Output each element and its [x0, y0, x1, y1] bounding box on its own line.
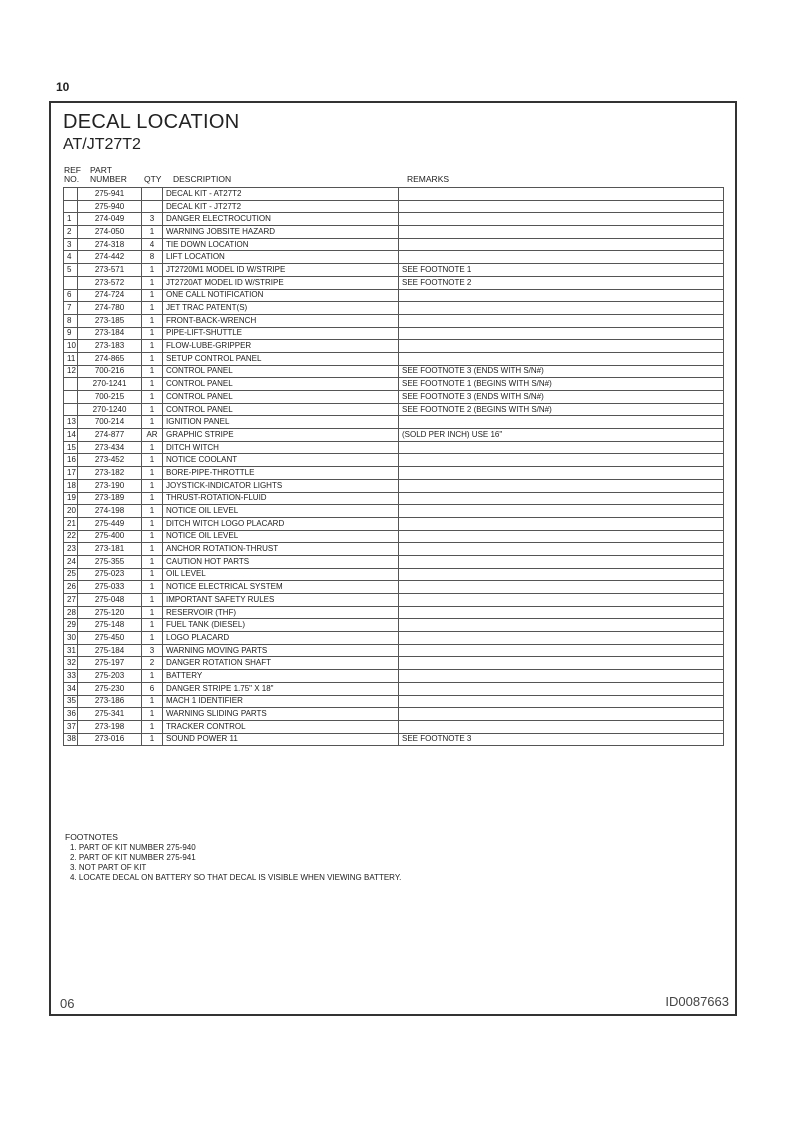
- qty-cell: 4: [142, 238, 163, 251]
- remarks-cell: SEE FOOTNOTE 2 (BEGINS WITH S/N#): [399, 403, 724, 416]
- description-cell: DECAL KIT - JT27T2: [163, 200, 399, 213]
- table-row: [64, 543, 724, 556]
- table-row: [64, 251, 724, 264]
- part-number-cell: 274-050: [78, 226, 142, 239]
- part-number-cell: 273-182: [78, 467, 142, 480]
- ref-no-cell: 26: [64, 581, 78, 594]
- table-row: [64, 416, 724, 429]
- part-number-cell: 275-450: [78, 632, 142, 645]
- remarks-cell: [399, 454, 724, 467]
- qty-cell: 1: [142, 314, 163, 327]
- qty-cell: 8: [142, 251, 163, 264]
- table-row: [64, 632, 724, 645]
- part-number-cell: 273-434: [78, 441, 142, 454]
- ref-no-cell: 11: [64, 352, 78, 365]
- table-row: [64, 619, 724, 632]
- table-row: [64, 264, 724, 277]
- ref-no-cell: 20: [64, 505, 78, 518]
- qty-cell: 1: [142, 670, 163, 683]
- part-number-cell: 274-318: [78, 238, 142, 251]
- part-number-cell: 275-203: [78, 670, 142, 683]
- description-cell: LOGO PLACARD: [163, 632, 399, 645]
- qty-cell: 1: [142, 226, 163, 239]
- remarks-cell: [399, 543, 724, 556]
- table-row: [64, 276, 724, 289]
- description-cell: DANGER ROTATION SHAFT: [163, 657, 399, 670]
- part-number-cell: 274-442: [78, 251, 142, 264]
- qty-cell: 1: [142, 403, 163, 416]
- remarks-cell: [399, 340, 724, 353]
- ref-no-cell: 12: [64, 365, 78, 378]
- table-row: [64, 708, 724, 721]
- remarks-cell: SEE FOOTNOTE 3 (ENDS WITH S/N#): [399, 365, 724, 378]
- ref-no-cell: 28: [64, 606, 78, 619]
- part-number-cell: 275-400: [78, 530, 142, 543]
- table-row: [64, 644, 724, 657]
- description-cell: DANGER ELECTROCUTION: [163, 213, 399, 226]
- part-number-cell: 700-214: [78, 416, 142, 429]
- table-row: [64, 479, 724, 492]
- part-number-cell: 273-571: [78, 264, 142, 277]
- description-cell: OIL LEVEL: [163, 568, 399, 581]
- qty-cell: 1: [142, 479, 163, 492]
- part-number-cell: 270-1240: [78, 403, 142, 416]
- part-number-cell: 274-877: [78, 429, 142, 442]
- remarks-cell: [399, 416, 724, 429]
- part-number-cell: 274-724: [78, 289, 142, 302]
- description-cell: BATTERY: [163, 670, 399, 683]
- qty-cell: 1: [142, 302, 163, 315]
- header-part-line1: PART: [90, 165, 112, 175]
- part-number-cell: 273-452: [78, 454, 142, 467]
- description-cell: WARNING JOBSITE HAZARD: [163, 226, 399, 239]
- description-cell: WARNING MOVING PARTS: [163, 644, 399, 657]
- description-cell: SOUND POWER 11: [163, 733, 399, 746]
- table-row: [64, 695, 724, 708]
- table-row: [64, 314, 724, 327]
- qty-cell: 1: [142, 594, 163, 607]
- ref-no-cell: 27: [64, 594, 78, 607]
- qty-cell: 1: [142, 467, 163, 480]
- part-number-cell: 273-198: [78, 720, 142, 733]
- remarks-cell: SEE FOOTNOTE 3 (ENDS WITH S/N#): [399, 391, 724, 404]
- ref-no-cell: 1: [64, 213, 78, 226]
- table-row: [64, 492, 724, 505]
- header-remarks: REMARKS: [407, 174, 450, 184]
- remarks-cell: [399, 632, 724, 645]
- remarks-cell: [399, 708, 724, 721]
- page-number: 10: [56, 80, 70, 94]
- remarks-cell: [399, 327, 724, 340]
- header-ref-line2: NO.: [64, 174, 80, 184]
- qty-cell: 1: [142, 517, 163, 530]
- remarks-cell: SEE FOOTNOTE 1 (BEGINS WITH S/N#): [399, 378, 724, 391]
- qty-cell: 1: [142, 695, 163, 708]
- part-number-cell: 274-049: [78, 213, 142, 226]
- ref-no-cell: 22: [64, 530, 78, 543]
- table-row: [64, 441, 724, 454]
- qty-cell: 1: [142, 365, 163, 378]
- part-number-cell: 274-780: [78, 302, 142, 315]
- footnote-item: 2. PART OF KIT NUMBER 275-941: [70, 853, 196, 862]
- ref-no-cell: 4: [64, 251, 78, 264]
- table-row: [64, 530, 724, 543]
- ref-no-cell: 30: [64, 632, 78, 645]
- remarks-cell: [399, 352, 724, 365]
- description-cell: FLOW-LUBE-GRIPPER: [163, 340, 399, 353]
- ref-no-cell: 21: [64, 517, 78, 530]
- ref-no-cell: [64, 188, 78, 201]
- remarks-cell: [399, 188, 724, 201]
- document-id: ID0087663: [665, 994, 729, 1009]
- ref-no-cell: 6: [64, 289, 78, 302]
- table-row: [64, 606, 724, 619]
- description-cell: TRACKER CONTROL: [163, 720, 399, 733]
- part-number-cell: 273-185: [78, 314, 142, 327]
- ref-no-cell: 32: [64, 657, 78, 670]
- ref-no-cell: 35: [64, 695, 78, 708]
- part-number-cell: 275-197: [78, 657, 142, 670]
- description-cell: JT2720AT MODEL ID W/STRIPE: [163, 276, 399, 289]
- ref-no-cell: 17: [64, 467, 78, 480]
- header-description: DESCRIPTION: [173, 174, 232, 184]
- header-part-line2: NUMBER: [90, 174, 127, 184]
- remarks-cell: [399, 200, 724, 213]
- ref-no-cell: 24: [64, 555, 78, 568]
- ref-no-cell: 7: [64, 302, 78, 315]
- part-number-cell: 270-1241: [78, 378, 142, 391]
- ref-no-cell: 15: [64, 441, 78, 454]
- remarks-cell: [399, 606, 724, 619]
- remarks-cell: [399, 289, 724, 302]
- document-frame: [49, 101, 737, 1016]
- qty-cell: 1: [142, 606, 163, 619]
- footnotes-title: FOOTNOTES: [65, 832, 118, 842]
- remarks-cell: [399, 302, 724, 315]
- remarks-cell: [399, 555, 724, 568]
- part-number-cell: 275-184: [78, 644, 142, 657]
- qty-cell: 1: [142, 289, 163, 302]
- remarks-cell: [399, 568, 724, 581]
- description-cell: WARNING SLIDING PARTS: [163, 708, 399, 721]
- qty-cell: 1: [142, 441, 163, 454]
- table-row: [64, 188, 724, 201]
- description-cell: CONTROL PANEL: [163, 403, 399, 416]
- description-cell: NOTICE OIL LEVEL: [163, 530, 399, 543]
- table-row: [64, 302, 724, 315]
- table-row: [64, 391, 724, 404]
- remarks-cell: [399, 670, 724, 683]
- qty-cell: [142, 200, 163, 213]
- table-row: [64, 238, 724, 251]
- part-number-cell: 275-941: [78, 188, 142, 201]
- part-number-cell: 275-033: [78, 581, 142, 594]
- qty-cell: 1: [142, 416, 163, 429]
- qty-cell: 1: [142, 543, 163, 556]
- qty-cell: 1: [142, 581, 163, 594]
- qty-cell: 3: [142, 213, 163, 226]
- footnotes: [65, 832, 401, 883]
- table-row: [64, 226, 724, 239]
- qty-cell: [142, 188, 163, 201]
- qty-cell: 1: [142, 708, 163, 721]
- remarks-cell: [399, 594, 724, 607]
- header-ref-no: [64, 166, 81, 184]
- table-row: [64, 429, 724, 442]
- part-number-cell: 273-572: [78, 276, 142, 289]
- remarks-cell: [399, 581, 724, 594]
- table-row: [64, 340, 724, 353]
- ref-no-cell: 38: [64, 733, 78, 746]
- qty-cell: 1: [142, 568, 163, 581]
- table-row: [64, 289, 724, 302]
- page-title: DECAL LOCATION: [63, 111, 240, 133]
- description-cell: IMPORTANT SAFETY RULES: [163, 594, 399, 607]
- part-number-cell: 273-183: [78, 340, 142, 353]
- description-cell: SETUP CONTROL PANEL: [163, 352, 399, 365]
- ref-no-cell: 29: [64, 619, 78, 632]
- ref-no-cell: 33: [64, 670, 78, 683]
- qty-cell: 1: [142, 619, 163, 632]
- ref-no-cell: 16: [64, 454, 78, 467]
- remarks-cell: [399, 505, 724, 518]
- qty-cell: 1: [142, 505, 163, 518]
- qty-cell: 6: [142, 682, 163, 695]
- table-row: [64, 200, 724, 213]
- part-number-cell: 700-216: [78, 365, 142, 378]
- table-row: [64, 568, 724, 581]
- part-number-cell: 275-230: [78, 682, 142, 695]
- description-cell: DANGER STRIPE 1.75" X 18": [163, 682, 399, 695]
- qty-cell: 1: [142, 720, 163, 733]
- description-cell: JOYSTICK-INDICATOR LIGHTS: [163, 479, 399, 492]
- footnote-item: 4. LOCATE DECAL ON BATTERY SO THAT DECAL IS VISIBLE WHEN VIEWING BATTERY.: [70, 873, 402, 882]
- ref-no-cell: [64, 391, 78, 404]
- part-number-cell: 275-048: [78, 594, 142, 607]
- description-cell: CONTROL PANEL: [163, 391, 399, 404]
- part-number-cell: 273-189: [78, 492, 142, 505]
- remarks-cell: [399, 314, 724, 327]
- ref-no-cell: 8: [64, 314, 78, 327]
- header-qty: QTY: [144, 174, 162, 184]
- description-cell: PIPE-LIFT-SHUTTLE: [163, 327, 399, 340]
- description-cell: ONE CALL NOTIFICATION: [163, 289, 399, 302]
- table-row: [64, 594, 724, 607]
- part-number-cell: 275-355: [78, 555, 142, 568]
- remarks-cell: [399, 644, 724, 657]
- ref-no-cell: 14: [64, 429, 78, 442]
- part-number-cell: 273-190: [78, 479, 142, 492]
- description-cell: ANCHOR ROTATION-THRUST: [163, 543, 399, 556]
- table-row: [64, 555, 724, 568]
- ref-no-cell: 5: [64, 264, 78, 277]
- part-number-cell: 273-016: [78, 733, 142, 746]
- remarks-cell: [399, 517, 724, 530]
- description-cell: TIE DOWN LOCATION: [163, 238, 399, 251]
- ref-no-cell: 10: [64, 340, 78, 353]
- ref-no-cell: [64, 378, 78, 391]
- description-cell: MACH 1 IDENTIFIER: [163, 695, 399, 708]
- remarks-cell: [399, 226, 724, 239]
- header-part-number: [90, 166, 127, 184]
- part-number-cell: 275-940: [78, 200, 142, 213]
- table-row: [64, 720, 724, 733]
- remarks-cell: SEE FOOTNOTE 3: [399, 733, 724, 746]
- description-cell: IGNITION PANEL: [163, 416, 399, 429]
- remarks-cell: [399, 238, 724, 251]
- ref-no-cell: 3: [64, 238, 78, 251]
- remarks-cell: [399, 695, 724, 708]
- table-row: [64, 327, 724, 340]
- table-row: [64, 505, 724, 518]
- remarks-cell: [399, 682, 724, 695]
- table-row: [64, 403, 724, 416]
- remarks-cell: [399, 251, 724, 264]
- qty-cell: 1: [142, 733, 163, 746]
- description-cell: DECAL KIT - AT27T2: [163, 188, 399, 201]
- part-number-cell: 275-449: [78, 517, 142, 530]
- table-row: [64, 467, 724, 480]
- ref-no-cell: 31: [64, 644, 78, 657]
- document-code: 06: [60, 996, 75, 1011]
- description-cell: FRONT-BACK-WRENCH: [163, 314, 399, 327]
- remarks-cell: [399, 619, 724, 632]
- description-cell: NOTICE ELECTRICAL SYSTEM: [163, 581, 399, 594]
- description-cell: CONTROL PANEL: [163, 365, 399, 378]
- qty-cell: 1: [142, 340, 163, 353]
- qty-cell: 1: [142, 378, 163, 391]
- table-row: [64, 733, 724, 746]
- ref-no-cell: 25: [64, 568, 78, 581]
- description-cell: DITCH WITCH LOGO PLACARD: [163, 517, 399, 530]
- qty-cell: 1: [142, 327, 163, 340]
- table-row: [64, 213, 724, 226]
- description-cell: LIFT LOCATION: [163, 251, 399, 264]
- ref-no-cell: 36: [64, 708, 78, 721]
- qty-cell: 1: [142, 492, 163, 505]
- table-row: [64, 517, 724, 530]
- table-row: [64, 365, 724, 378]
- part-number-cell: 274-198: [78, 505, 142, 518]
- description-cell: DITCH WITCH: [163, 441, 399, 454]
- qty-cell: 1: [142, 352, 163, 365]
- footnote-item: 1. PART OF KIT NUMBER 275-940: [70, 843, 196, 852]
- qty-cell: 1: [142, 530, 163, 543]
- qty-cell: 1: [142, 632, 163, 645]
- description-cell: NOTICE OIL LEVEL: [163, 505, 399, 518]
- footnote-item: 3. NOT PART OF KIT: [70, 863, 147, 872]
- ref-no-cell: 13: [64, 416, 78, 429]
- remarks-cell: [399, 657, 724, 670]
- description-cell: GRAPHIC STRIPE: [163, 429, 399, 442]
- description-cell: BORE-PIPE-THROTTLE: [163, 467, 399, 480]
- decal-parts-table: [63, 187, 724, 746]
- part-number-cell: 700-215: [78, 391, 142, 404]
- qty-cell: 3: [142, 644, 163, 657]
- table-row: [64, 682, 724, 695]
- qty-cell: 1: [142, 555, 163, 568]
- remarks-cell: SEE FOOTNOTE 1: [399, 264, 724, 277]
- part-number-cell: 275-023: [78, 568, 142, 581]
- qty-cell: 1: [142, 454, 163, 467]
- table-row: [64, 454, 724, 467]
- part-number-cell: 273-184: [78, 327, 142, 340]
- qty-cell: 1: [142, 391, 163, 404]
- description-cell: JET TRAC PATENT(S): [163, 302, 399, 315]
- part-number-cell: 273-186: [78, 695, 142, 708]
- ref-no-cell: [64, 200, 78, 213]
- qty-cell: 2: [142, 657, 163, 670]
- part-number-cell: 274-865: [78, 352, 142, 365]
- remarks-cell: [399, 720, 724, 733]
- description-cell: NOTICE COOLANT: [163, 454, 399, 467]
- remarks-cell: (SOLD PER INCH) USE 16": [399, 429, 724, 442]
- page-subtitle: AT/JT27T2: [63, 136, 141, 153]
- remarks-cell: SEE FOOTNOTE 2: [399, 276, 724, 289]
- qty-cell: AR: [142, 429, 163, 442]
- table-row: [64, 352, 724, 365]
- ref-no-cell: [64, 403, 78, 416]
- remarks-cell: [399, 479, 724, 492]
- ref-no-cell: 2: [64, 226, 78, 239]
- ref-no-cell: 19: [64, 492, 78, 505]
- ref-no-cell: 37: [64, 720, 78, 733]
- remarks-cell: [399, 213, 724, 226]
- description-cell: JT2720M1 MODEL ID W/STRIPE: [163, 264, 399, 277]
- description-cell: FUEL TANK (DIESEL): [163, 619, 399, 632]
- qty-cell: 1: [142, 276, 163, 289]
- remarks-cell: [399, 467, 724, 480]
- remarks-cell: [399, 441, 724, 454]
- table-row: [64, 378, 724, 391]
- ref-no-cell: 23: [64, 543, 78, 556]
- part-number-cell: 275-341: [78, 708, 142, 721]
- ref-no-cell: 18: [64, 479, 78, 492]
- qty-cell: 1: [142, 264, 163, 277]
- remarks-cell: [399, 530, 724, 543]
- part-number-cell: 273-181: [78, 543, 142, 556]
- description-cell: THRUST-ROTATION-FLUID: [163, 492, 399, 505]
- description-cell: CAUTION HOT PARTS: [163, 555, 399, 568]
- description-cell: RESERVOIR (THF): [163, 606, 399, 619]
- part-number-cell: 275-120: [78, 606, 142, 619]
- remarks-cell: [399, 492, 724, 505]
- part-number-cell: 275-148: [78, 619, 142, 632]
- table-row: [64, 670, 724, 683]
- ref-no-cell: [64, 276, 78, 289]
- ref-no-cell: 34: [64, 682, 78, 695]
- description-cell: CONTROL PANEL: [163, 378, 399, 391]
- header-ref-line1: REF: [64, 165, 81, 175]
- table-row: [64, 657, 724, 670]
- ref-no-cell: 9: [64, 327, 78, 340]
- table-row: [64, 581, 724, 594]
